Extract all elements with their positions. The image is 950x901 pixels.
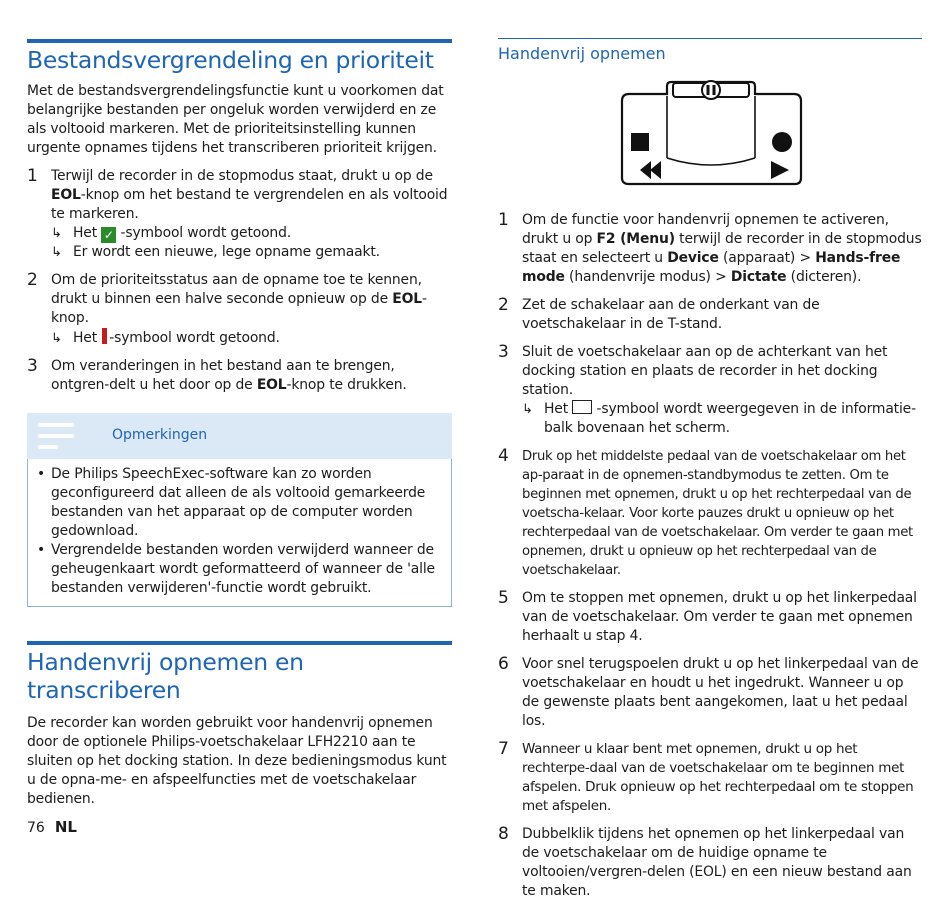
step-number: 3	[27, 356, 38, 376]
step-result: ↳ Het ✓ -symbool wordt getoond.	[51, 225, 292, 242]
step-number: 4	[498, 446, 509, 466]
step-number: 8	[498, 824, 509, 844]
result-arrow-icon: ↳	[51, 331, 62, 346]
page-footer	[27, 818, 77, 836]
step-3: 3 Sluit de voetschakelaar aan op de achterkant van het docking station en plaats de recorder in het docking station. ↳ Het -symbool wordt weergegeven in de informatie-balk bovenaan het scherm.	[498, 343, 922, 438]
step-result: ↳ Er wordt een nieuwe, lege opname gemaakt.	[51, 244, 380, 260]
section-rule	[27, 39, 452, 43]
step-1: 1 Om de functie voor handenvrij opnemen te activeren, drukt u op F2 (Menu) terwijl de recorder in de stopmodus staat en selecteert u Device (apparaat) > Hands-free mode (handenvrije modus) > Dictate (dicteren).	[498, 210, 922, 285]
note-box	[27, 413, 452, 607]
page-number: 76	[27, 820, 45, 836]
note-bullet: • Vergrendelde bestanden worden verwijderd wanneer de geheugenkaart wordt geformatteerd of wanneer de 'alle bestanden verwijderen'-functie wordt gebruikt.	[36, 541, 443, 598]
step-1: 1 Terwijl de recorder in de stopmodus staat, drukt u op de EOL-knop om het bestand te vergrendelen en als voltooid te markeren. ↳ Het ✓ -symbool wordt getoond. ↳ Er wordt een nieuwe, lege opname gemaakt.	[27, 167, 452, 262]
section-title-lock: Bestandsvergrendeling en prioriteit	[27, 46, 434, 74]
foot-pedal-illustration	[619, 78, 809, 188]
section-intro-lock: Met de bestandsvergrendelingsfunctie kunt u voorkomen dat belangrijke bestanden per ongeluk worden verwijderd en ze als voltooid markeren. Met de prioriteitsinstelling kunnen urgente opnames tijdens het transcriberen prioriteit krijgen.	[27, 83, 444, 156]
step-number: 1	[498, 210, 509, 230]
lock-check-icon: ✓	[101, 227, 116, 243]
note-bullet: • De Philips SpeechExec-software kan zo worden geconfigureerd dat alleen de als voltooid gemarkeerde bestanden van het apparaat op de computer worden gedownload.	[36, 465, 443, 541]
priority-icon	[102, 328, 107, 344]
note-body	[27, 459, 452, 607]
note-title: Opmerkingen	[112, 427, 208, 443]
note-icon	[38, 420, 78, 454]
step-result: ↳ Het -symbool wordt getoond.	[51, 330, 280, 346]
note-header	[27, 413, 452, 459]
step-4: 4 Druk op het middelste pedaal van de voetschakelaar om het ap-paraat in de opnemen-standbymodus te zetten. Om te beginnen met opnemen, drukt u op het rechterpedaal van de voetscha-kelaar. Voor korte pauzes drukt u opnieuw op het rechterpedaal van de voetschakelaar. Om verder te gaan met opnemen, drukt u opnieuw op het rechterpedaal van de voetschakelaar.	[498, 446, 913, 578]
result-arrow-icon: ↳	[522, 402, 533, 417]
subsection-title: Handenvrij opnemen	[498, 44, 666, 63]
language-code: NL	[54, 818, 77, 836]
section-title-handsfree: Handenvrij opnemen en transcriberen	[27, 648, 304, 704]
step-number: 3	[498, 342, 509, 362]
left-column	[27, 0, 452, 809]
step-2: 2 Zet de schakelaar aan de onderkant van de voetschakelaar in de T-stand.	[498, 295, 820, 332]
step-7: 7 Wanneer u klaar bent met opnemen, drukt u op het rechterpe-daal van de voetschakelaar om te beginnen met afspelen. Druk opnieuw op het rechterpedaal om te stoppen met afspelen.	[498, 739, 914, 814]
step-number: 6	[498, 654, 509, 674]
right-column	[498, 0, 922, 901]
step-number: 5	[498, 588, 509, 608]
docking-icon	[572, 400, 592, 414]
step-8: 8 Dubbelklik tijdens het opnemen op het linkerpedaal van de voetschakelaar om de huidige opname te voltooien/vergren-delen (EOL) en een nieuw bestand aan te maken.	[498, 824, 912, 899]
step-6: 6 Voor snel terugspoelen drukt u op het linkerpedaal van de voetschakelaar en houdt u het ingedrukt. Wanneer u op de gewenste plaats bent aangekomen, laat u het pedaal los.	[498, 654, 919, 729]
section-rule	[27, 641, 452, 645]
step-number: 1	[27, 166, 38, 186]
step-result: ↳ Het -symbool wordt weergegeven in de informatie-balk bovenaan het scherm.	[522, 401, 916, 436]
step-5: 5 Om te stoppen met opnemen, drukt u op het linkerpedaal van de voetschakelaar. Om verder te gaan met opnemen herhaalt u stap 4.	[498, 588, 917, 644]
result-arrow-icon: ↳	[51, 226, 62, 241]
step-3: 3 Om veranderingen in het bestand aan te brengen, ontgren-delt u het door op de EOL-knop te drukken.	[27, 356, 407, 393]
step-2: 2 Om de prioriteitsstatus aan de opname toe te kennen, drukt u binnen een halve seconde opnieuw op de EOL-knop. ↳ Het -symbool wordt getoond.	[27, 271, 452, 348]
step-number: 2	[27, 270, 38, 290]
result-arrow-icon: ↳	[51, 245, 62, 260]
step-number: 7	[498, 739, 509, 759]
step-number: 2	[498, 295, 509, 315]
subsection-rule	[498, 38, 922, 39]
section-intro-handsfree: De recorder kan worden gebruikt voor handenvrij opnemen door de optionele Philips-voetschakelaar LFH2210 aan te sluiten op het docking station. In deze bedieningsmodus kunt u de opna-me- en afspeelfuncties met de voetschakelaar bedienen.	[27, 715, 447, 807]
